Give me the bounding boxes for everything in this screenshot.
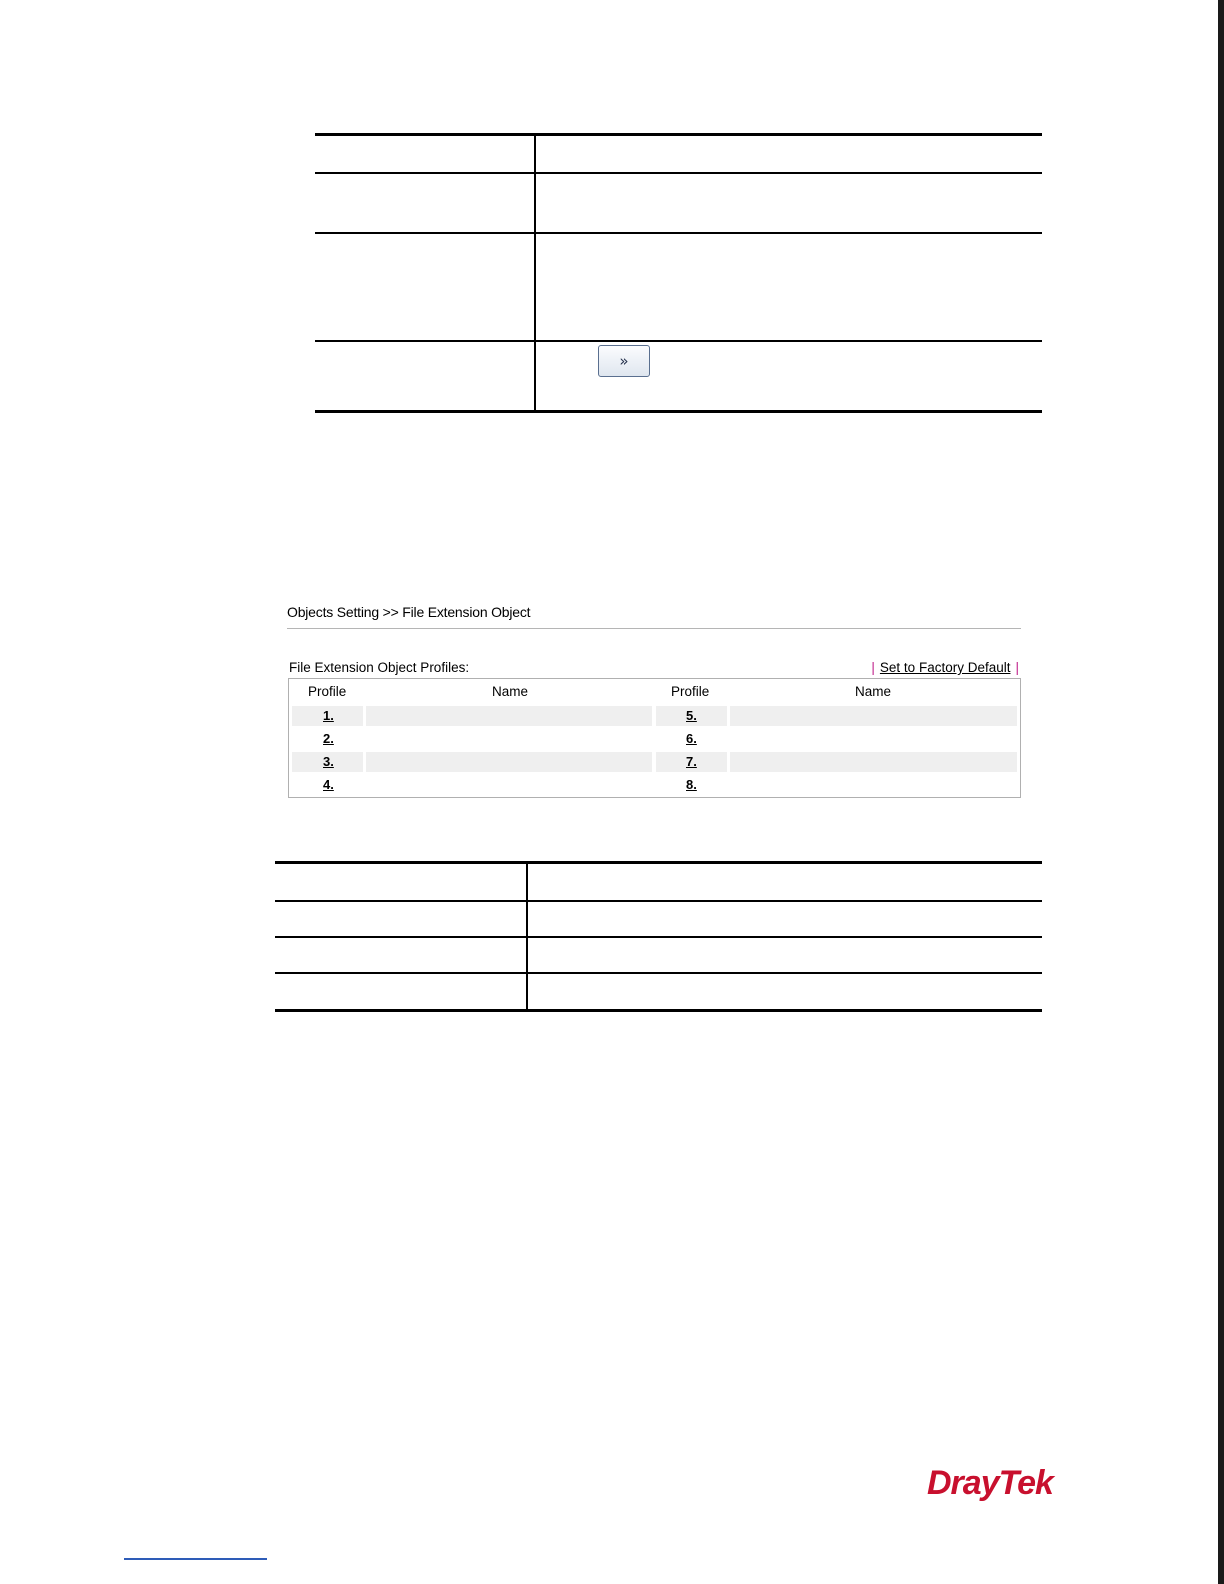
table-row [292, 752, 1017, 772]
draytek-logo: DrayTek [927, 1464, 1053, 1502]
page-edge-bar [1218, 0, 1224, 1584]
table-row [292, 775, 1017, 795]
name-cell [366, 706, 652, 726]
column-divider [534, 136, 536, 410]
profile-link-8[interactable]: 8. [686, 777, 697, 792]
name-cell [366, 729, 652, 749]
file-extension-object-panel [287, 600, 1021, 800]
row-divider [275, 936, 1042, 938]
profile-cell [292, 729, 363, 749]
breadcrumb: Objects Setting >> File Extension Object [287, 604, 531, 620]
profile-link-4[interactable]: 4. [323, 777, 334, 792]
profile-cell [656, 729, 727, 749]
table-row [292, 706, 1017, 726]
profile-link-5[interactable]: 5. [686, 708, 697, 723]
profile-link-6[interactable]: 6. [686, 731, 697, 746]
name-cell [730, 775, 1017, 795]
name-cell [730, 729, 1017, 749]
description-table-bottom [275, 861, 1042, 1012]
row-divider [315, 232, 1042, 234]
separator: | [871, 660, 875, 675]
profile-link-7[interactable]: 7. [686, 754, 697, 769]
row-divider [315, 172, 1042, 174]
profile-cell [292, 775, 363, 795]
breadcrumb-divider [287, 628, 1021, 629]
header-name: Name [492, 684, 529, 699]
profile-cell [656, 775, 727, 795]
name-cell [366, 775, 652, 795]
factory-default-group [866, 660, 1019, 675]
expand-button[interactable]: » [598, 345, 650, 377]
header-profile: Profile [308, 684, 347, 699]
set-factory-default-link[interactable]: Set to Factory Default [879, 660, 1011, 675]
header-profile: Profile [671, 684, 710, 699]
profile-link-1[interactable]: 1. [323, 708, 334, 723]
profile-cell [292, 752, 363, 772]
name-cell [366, 752, 652, 772]
profile-cell [656, 752, 727, 772]
footer-link-underline [124, 1558, 267, 1560]
header-name: Name [855, 684, 892, 699]
description-table-top [315, 133, 1042, 413]
name-cell [730, 706, 1017, 726]
profile-cell [292, 706, 363, 726]
profile-cell [656, 706, 727, 726]
profiles-table [288, 678, 1021, 798]
profile-link-3[interactable]: 3. [323, 754, 334, 769]
profiles-title: File Extension Object Profiles: [289, 660, 470, 675]
table-row [292, 729, 1017, 749]
row-divider [275, 900, 1042, 902]
name-cell [730, 752, 1017, 772]
profile-link-2[interactable]: 2. [323, 731, 334, 746]
separator: | [1015, 660, 1019, 675]
row-divider [275, 972, 1042, 974]
row-divider [315, 340, 1042, 342]
